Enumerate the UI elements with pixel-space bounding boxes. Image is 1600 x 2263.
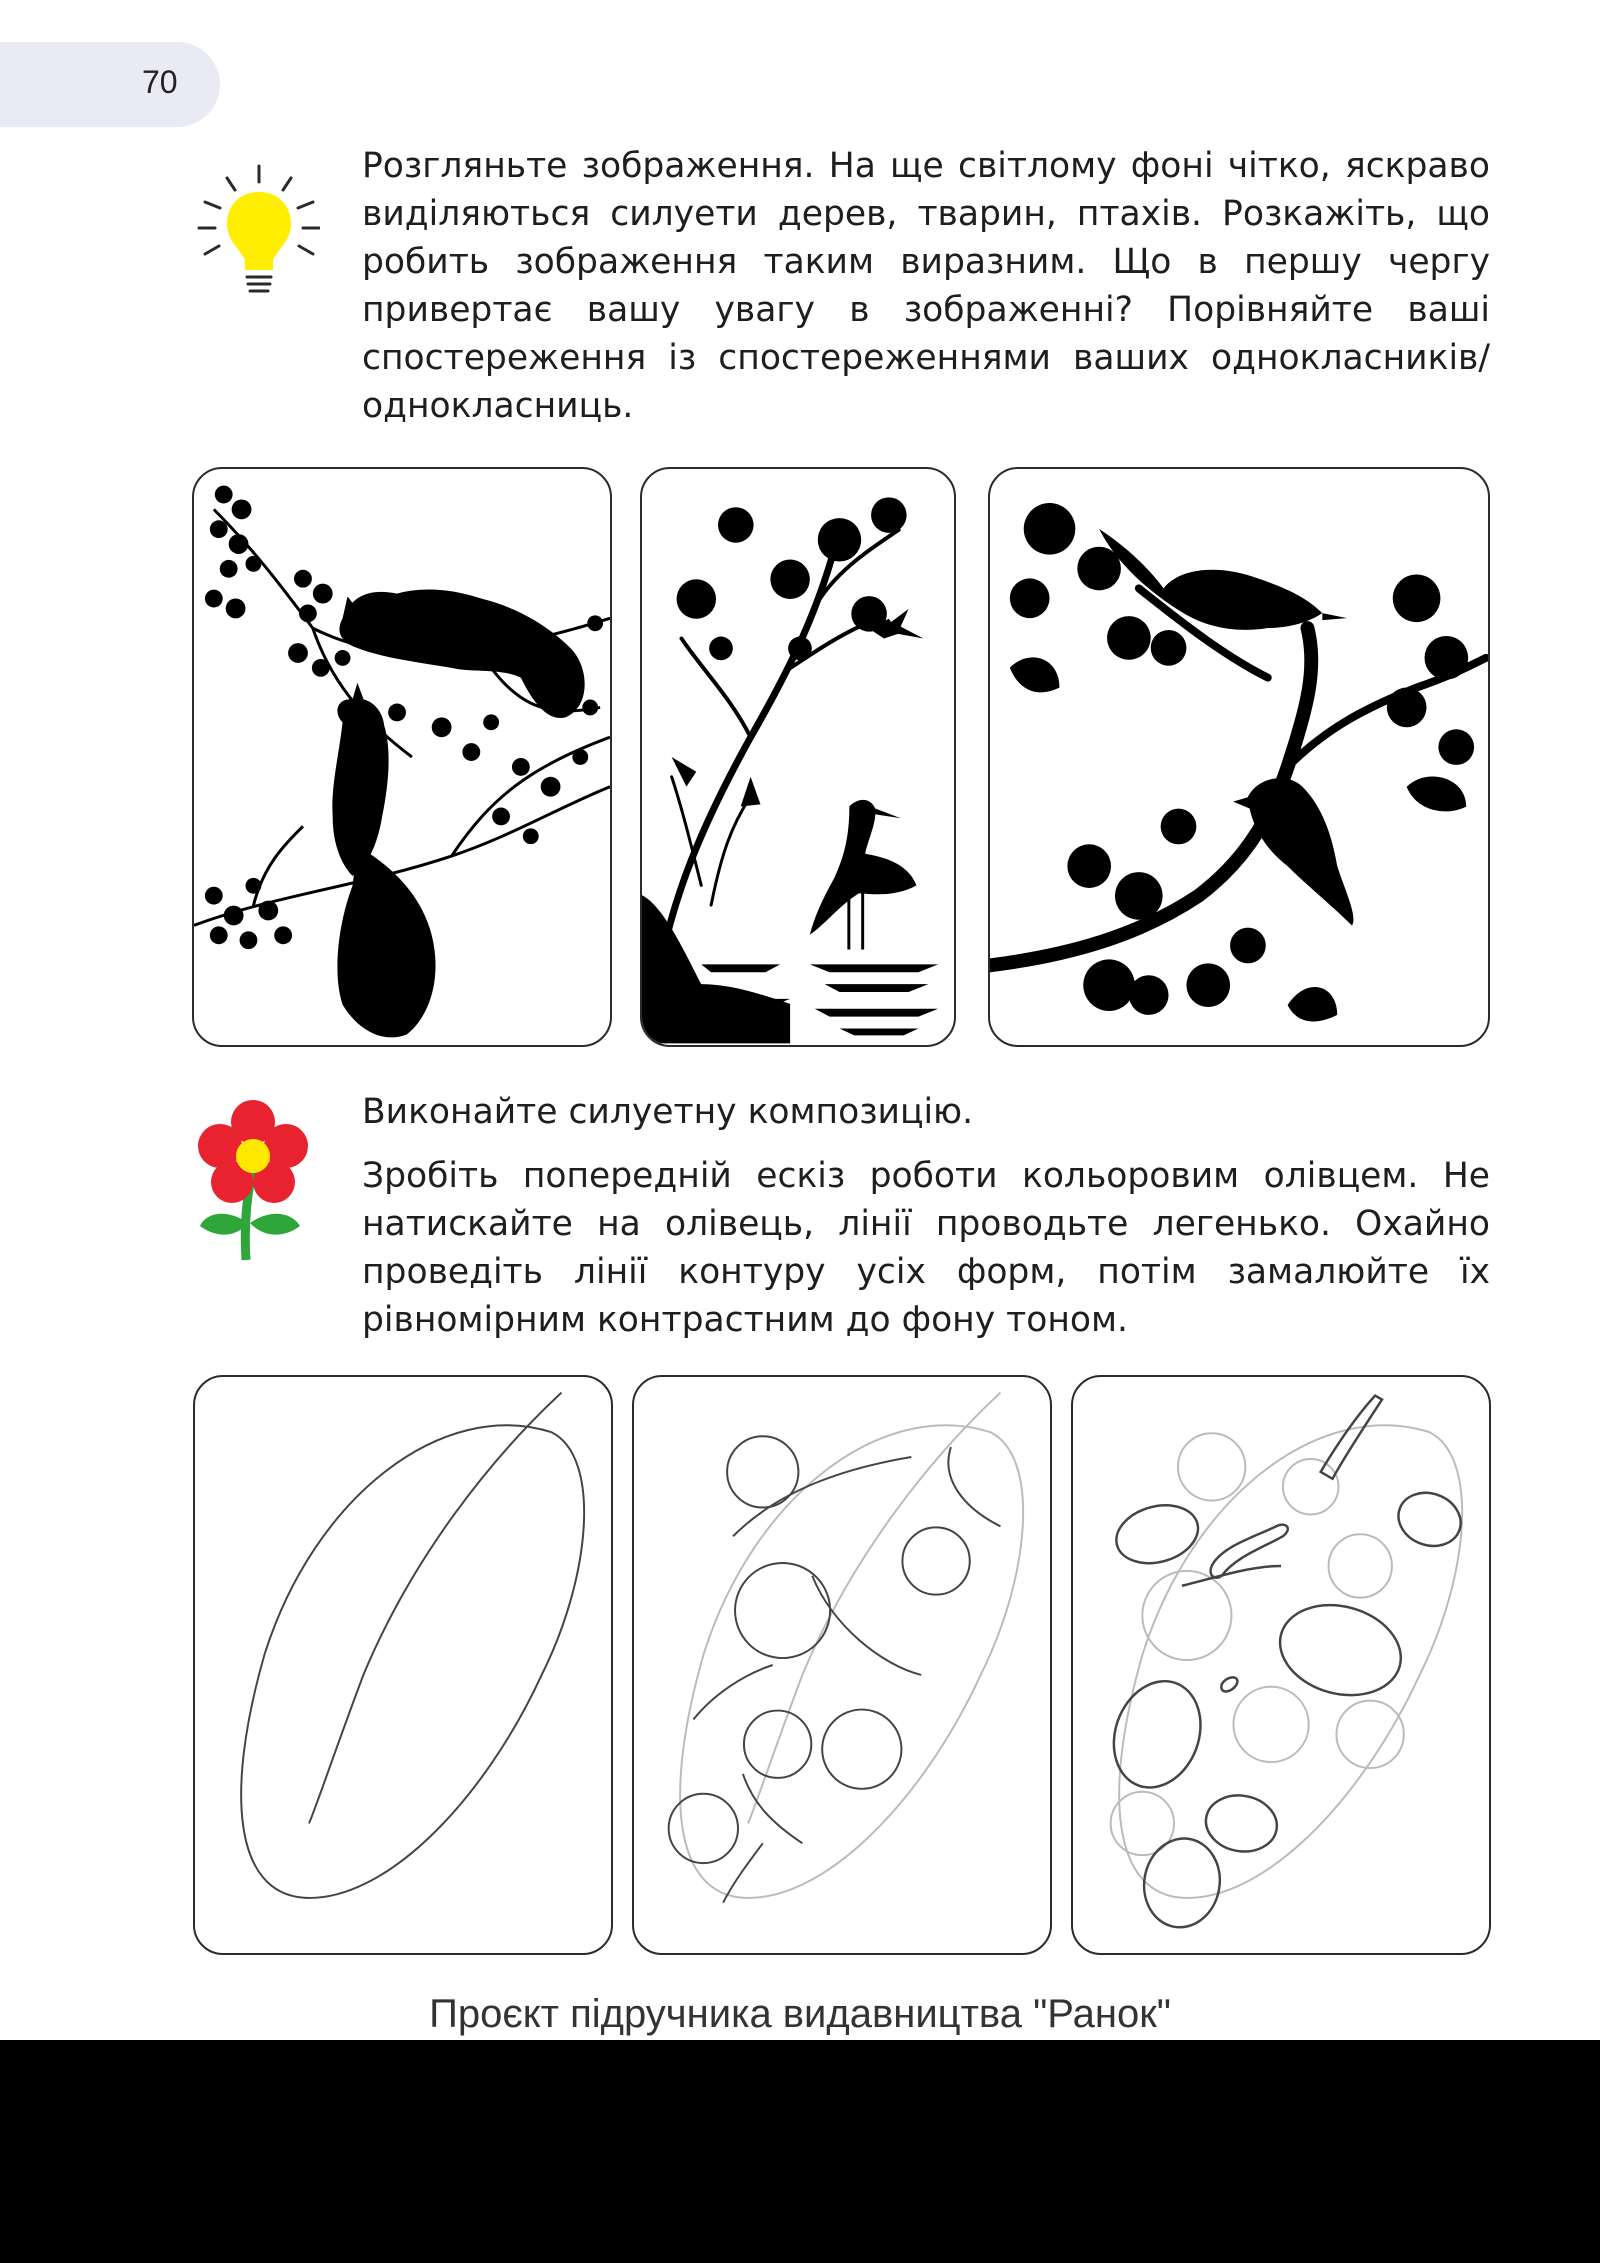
silhouette-squirrels-frame xyxy=(192,467,612,1047)
bottom-black-bar xyxy=(0,2040,1600,2263)
sketch-step-1-frame xyxy=(193,1375,613,1955)
silhouette-heron-frame xyxy=(640,467,956,1047)
leaf-outline-sketch xyxy=(195,1377,611,1953)
sketch-step-3-frame xyxy=(1071,1375,1491,1955)
sketch-step-2-frame xyxy=(632,1375,1052,1955)
heron-silhouette-picture xyxy=(642,469,954,1045)
berry-circles-sketch xyxy=(634,1377,1050,1953)
task-instructions xyxy=(362,1152,1490,1344)
task-body-text: Зробіть попередній ескіз роботи кольоровим олівцем. Не натискайте на олівець, лінії проводьте легенько. Охайно проведіть лінії контуру усіх форм, потім замалюйте їх рівномірним контрастним до фону тоном. xyxy=(362,1156,1490,1340)
intro-paragraph xyxy=(362,142,1490,430)
intro-text: Розгляньте зображення. На ще світлому фоні чітко, яскраво виділяються силуети дерев, тварин, птахів. Розкажіть, що робить зображення таким виразним. Що в першу чергу привертає вашу увагу в зображенні? Порівняйте ваші спостереження із спостереженнями ваших однокласників/однокласниць. xyxy=(362,146,1490,426)
task-title xyxy=(362,1088,1490,1136)
page-number: 70 xyxy=(142,64,178,100)
page-number-tab xyxy=(0,42,220,127)
grape-cluster-sketch xyxy=(1073,1377,1489,1953)
birds-silhouette-picture xyxy=(990,469,1488,1045)
flower-icon xyxy=(196,1098,311,1263)
task-title-text: Виконайте силуетну композицію. xyxy=(362,1092,974,1132)
publisher-footer: Проєкт підручника видавництва "Ранок" xyxy=(429,1992,1171,2036)
silhouette-birds-frame xyxy=(988,467,1490,1047)
lightbulb-icon xyxy=(195,160,320,300)
squirrel-silhouette-picture xyxy=(194,469,610,1045)
